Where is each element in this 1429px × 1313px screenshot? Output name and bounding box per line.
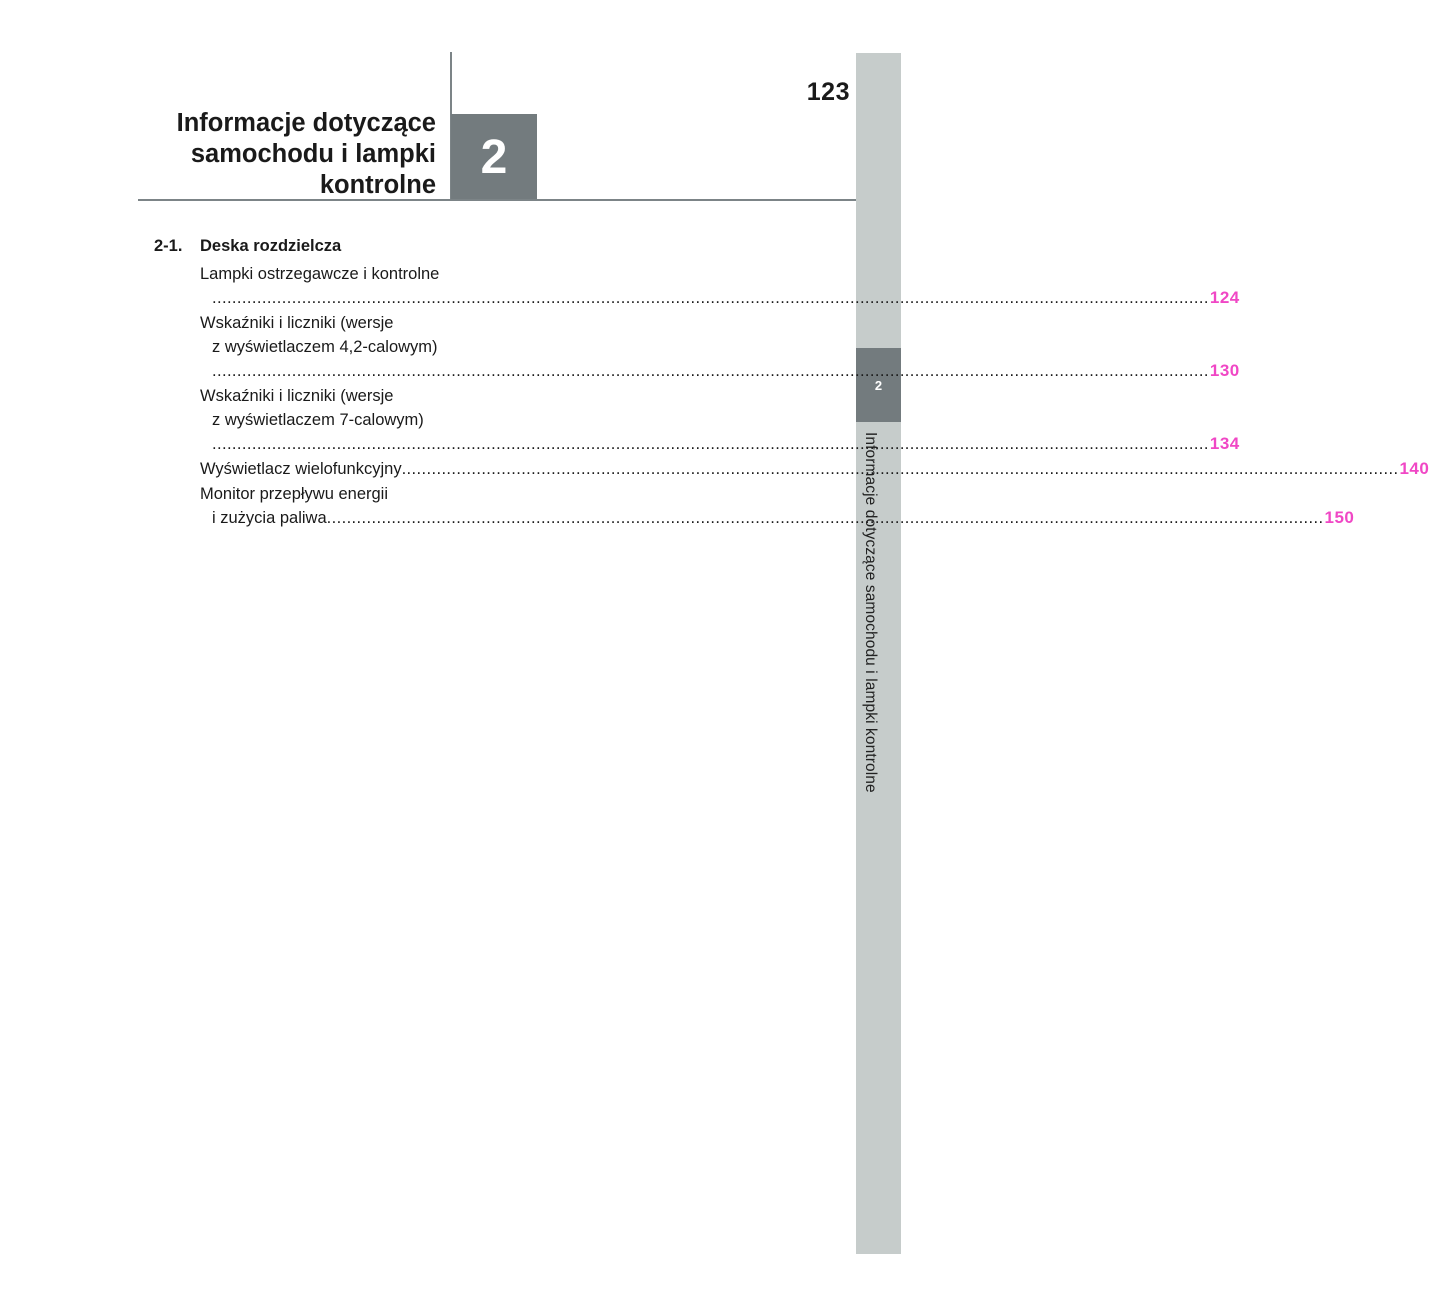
header-rule <box>138 199 856 201</box>
toc-entry-leader-line <box>200 359 1240 383</box>
page-number: 123 <box>806 78 850 106</box>
toc-entry-text: Wskaźniki i liczniki (wersje <box>200 314 394 332</box>
chapter-title-line: Informacje dotyczące <box>176 109 436 137</box>
toc-page-link[interactable]: 134 <box>1209 434 1240 453</box>
toc-entry-leader-line <box>200 506 1355 530</box>
toc-section-title: Deska rozdzielcza <box>200 237 342 255</box>
toc-leader-dots: ........................................................................................................................................................................................................ <box>212 362 1209 380</box>
toc-entry-text: z wyświetlaczem 4,2-calowym) <box>212 338 438 356</box>
toc-entry-leader-line <box>200 286 1240 310</box>
toc-entry[interactable] <box>200 482 1355 530</box>
toc-leader-dots: ........................................................................................................................................................................................................ <box>212 289 1209 307</box>
chapter-title <box>140 108 436 201</box>
toc-entry-text: Wyświetlacz wielofunkcyjny <box>200 460 402 478</box>
sidebar-chapter-label: Informacje dotyczące samochodu i lampki kontrolne <box>862 432 879 793</box>
toc-page-link[interactable]: 150 <box>1324 508 1355 527</box>
toc-entry-text: z wyświetlaczem 7-calowym) <box>212 411 424 429</box>
toc-page-link[interactable]: 140 <box>1399 459 1429 478</box>
toc-leader-dots: ........................................................................................................................................................................................................ <box>326 509 1324 527</box>
chapter-number-box: 2 <box>451 114 537 200</box>
toc-entry[interactable] <box>200 384 1240 456</box>
toc-leader-dots: ........................................................................................................................................................................................................ <box>212 435 1209 453</box>
toc-entry-text: Lampki ostrzegawcze i kontrolne <box>200 265 440 283</box>
toc-entry-text: i zużycia paliwa <box>212 509 327 527</box>
toc-section-number: 2-1. <box>154 237 183 255</box>
toc-entries <box>154 262 1429 530</box>
toc-entry[interactable] <box>200 311 1240 383</box>
chapter-title-line: samochodu i lampki <box>190 140 436 168</box>
toc-leader-dots: ........................................................................................................................................................................................................ <box>401 460 1399 478</box>
toc-entry-text: Monitor przepływu energii <box>200 485 389 503</box>
table-of-contents <box>154 234 1429 531</box>
toc-page-link[interactable]: 130 <box>1209 361 1240 380</box>
toc-entry[interactable] <box>200 262 1240 310</box>
chapter-tab[interactable]: 2 <box>856 348 901 422</box>
toc-entry-leader-line <box>200 457 1429 481</box>
toc-entry-leader-line <box>200 432 1240 456</box>
toc-section-heading <box>154 234 480 258</box>
chapter-title-line: kontrolne <box>319 171 436 199</box>
toc-page-link[interactable]: 124 <box>1209 288 1240 307</box>
toc-entry-text: Wskaźniki i liczniki (wersje <box>200 387 394 405</box>
toc-entry[interactable] <box>200 457 1429 481</box>
